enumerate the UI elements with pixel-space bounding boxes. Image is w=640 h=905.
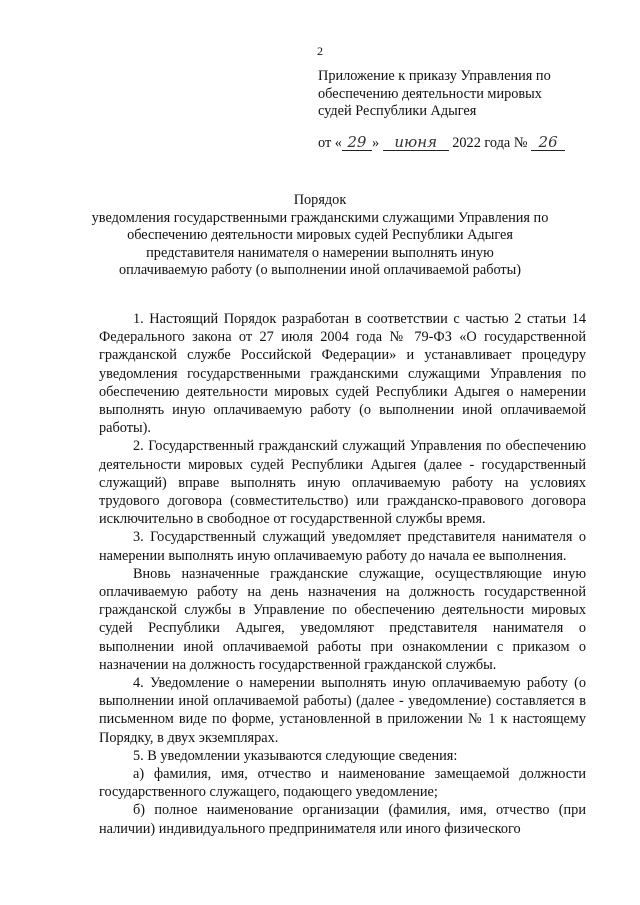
- paragraph: Вновь назначенные гражданские служащие, осуществляющие иную оплачиваемую работу на день назначения на должность государственной гражданской службы в Управление по обеспечению деятельности мировых судей Республики Адыгея, уведомляют представителя нанимателя о выполнении иной оплачиваемой работы при ознакомлении с приказом о назначении на должность государственной гражданской службы.: [99, 565, 586, 673]
- appendix-line: судей Республики Адыгея: [318, 103, 477, 119]
- order-year-text: 2022 года №: [452, 135, 528, 151]
- order-date-number: [318, 134, 618, 152]
- paragraph: 2. Государственный гражданский служащий Управления по обеспечению деятельности мировых судей Республики Адыгея (далее - государственный служащий) вправе выполнять иную оплачиваемую работу на условиях трудового договора (совместительство) или гражданско-правового договора исключительно в свободное от государственной службы время.: [99, 438, 586, 528]
- title-line: Порядок: [293, 192, 347, 208]
- order-number-handwritten: 26: [531, 135, 565, 151]
- title-line: представителя нанимателя о намерении выполнять иную: [146, 244, 494, 261]
- paragraph: 3. Государственный служащий уведомляет представителя нанимателя о намерении выполнять иную оплачиваемую работу до начала ее выполнения.: [99, 529, 586, 564]
- paragraph: б) полное наименование организации (фамилия, имя, отчество (при наличии) индивидуального предпринимателя или иного физического: [99, 802, 586, 837]
- title-line: оплачиваемую работу (о выполнении иной оплачиваемой работы): [118, 262, 522, 279]
- paragraph: 4. Уведомление о намерении выполнять иную оплачиваемую работу (о выполнении иной оплачиваемой работы) (далее - уведомление) составляется в письменном виде по форме, установленной в приложении № 1 к настоящему Порядку, в двух экземплярах.: [99, 675, 586, 746]
- paragraph: 1. Настоящий Порядок разработан в соответствии с частью 2 статьи 14 Федерального закона от 27 июля 2004 года № 79-ФЗ «О государственной гражданской службе Российской Федерации» и устанавливает процедуру уведомления государственными гражданскими служащими Управления по обеспечению деятельности мировых судей Республики Адыгея о намерении выполнять иную оплачиваемую работу (о выполнении иной оплачиваемой работы).: [99, 311, 586, 437]
- appendix-line: Приложение к приказу Управления по: [318, 68, 551, 84]
- appendix-block: [318, 68, 618, 121]
- order-day-handwritten: 29: [342, 135, 372, 151]
- title-line: уведомления государственными гражданскими служащими Управления по: [91, 209, 549, 226]
- paragraph: а) фамилия, имя, отчество и наименование замещаемой должности государственного служащего, подающего уведомление;: [99, 766, 586, 801]
- document-title: [0, 192, 640, 280]
- title-line: обеспечению деятельности мировых судей Республики Адыгея: [127, 227, 513, 244]
- order-month-handwritten: июня: [383, 135, 449, 151]
- paragraph: 5. В уведомлении указываются следующие сведения:: [133, 747, 458, 764]
- document-body: [99, 310, 586, 838]
- order-prefix: от «: [318, 135, 342, 151]
- order-quote-close: »: [371, 135, 380, 151]
- page-number: 2: [317, 44, 323, 58]
- appendix-line: обеспечению деятельности мировых: [318, 85, 542, 102]
